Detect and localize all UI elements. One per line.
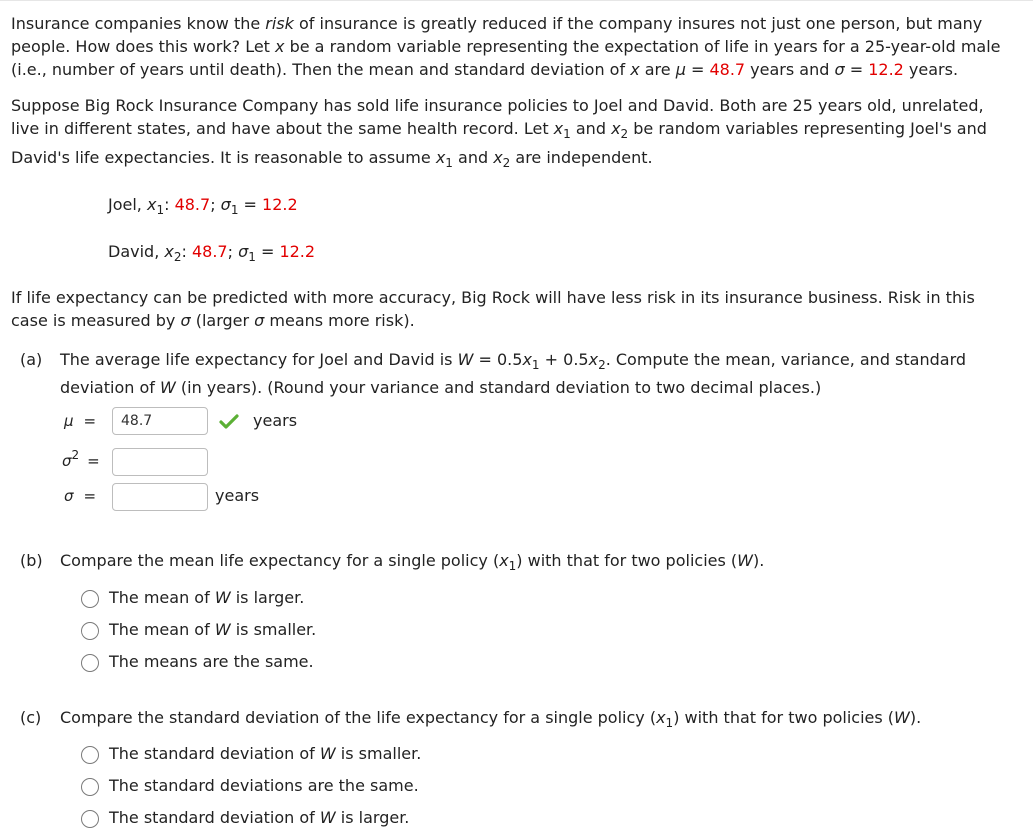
scenario-line-1: Suppose Big Rock Insurance Company has sold life insurance policies to Joel and David. Both are 25 years old, unrelated, [11,96,984,115]
part-b-label: (b) [20,551,43,570]
intro-paragraph: Insurance companies know the risk of insurance is greatly reduced if the company insures not just one person, but many people. How does this work? Let x be a random variable representing the expectation of life in years for a 25-year-old male (i.e., number of years until death). Then the mean and standard deviation of x are μ = 48.7 years and σ = 12.2 years. [11,14,1001,79]
sd-value: 12.2 [868,60,904,79]
variance-input[interactable] [112,448,208,476]
part-b-option-3-label[interactable]: The means are the same. [109,652,314,671]
mean-value: 48.7 [709,60,746,79]
mean-input[interactable]: 48.7 [112,407,208,435]
part-c-option-2-radio[interactable] [81,778,99,796]
sd-label: σ = [64,487,97,505]
mu-label: μ = [64,412,97,430]
top-divider [0,0,1033,1]
part-b-option-1-label[interactable]: The mean of W is larger. [109,588,305,607]
part-c-option-1-radio[interactable] [81,746,99,764]
part-b-option-2-radio[interactable] [81,622,99,640]
part-b-option-1-radio[interactable] [81,590,99,608]
sd-input[interactable] [112,483,208,511]
part-b-question: Compare the mean life expectancy for a single policy $(x_1)$ with that for two policies (W). [60,551,765,573]
part-c-option-3-radio[interactable] [81,810,99,828]
risk-line-1: If life expectancy can be predicted with more accuracy, Big Rock will have less risk in its insurance business. Risk in this [11,288,975,307]
correct-check-icon [219,414,239,430]
part-b-option-3-radio[interactable] [81,654,99,672]
risk-line-2: case is measured by σ (larger σ means more risk). [11,311,415,330]
scenario-line-2: live in different states, and have about the same health record. Let $x_1$ and $x_2$ be random variables representing Joel's and [11,119,987,141]
david-stats: David, $x_2$: 48.7; $\sigma_1 = 12.2$ [108,242,316,264]
part-c-option-1-label[interactable]: The standard deviation of W is smaller. [109,744,422,763]
part-b-option-2-label[interactable]: The mean of W is smaller. [109,620,317,639]
part-a-question-line-2: deviation of W (in years). (Round your variance and standard deviation to two decimal places.) [60,378,822,397]
joel-stats: Joel, $x_1$: 48.7; $\sigma_1 = 12.2$ [108,195,298,217]
part-a-question-line-1: The average life expectancy for Joel and David is $W = 0.5x_1 + 0.5x_2$. Compute the mean, variance, and standard [60,350,967,372]
variance-label: $\sigma^2$ = [62,448,100,470]
part-c-option-2-label[interactable]: The standard deviations are the same. [109,776,419,795]
part-c-label: (c) [20,708,42,727]
sd-unit: years [215,486,260,505]
scenario-line-3: David's life expectancies. It is reasonable to assume $x_1$ and $x_2$ are independent. [11,148,653,170]
part-c-question: Compare the standard deviation of the life expectancy for a single policy $(x_1)$ with that for two policies (W). [60,708,922,730]
mean-unit: years [253,411,298,430]
part-c-option-3-label[interactable]: The standard deviation of W is larger. [109,808,410,827]
part-a-label: (a) [20,350,43,369]
